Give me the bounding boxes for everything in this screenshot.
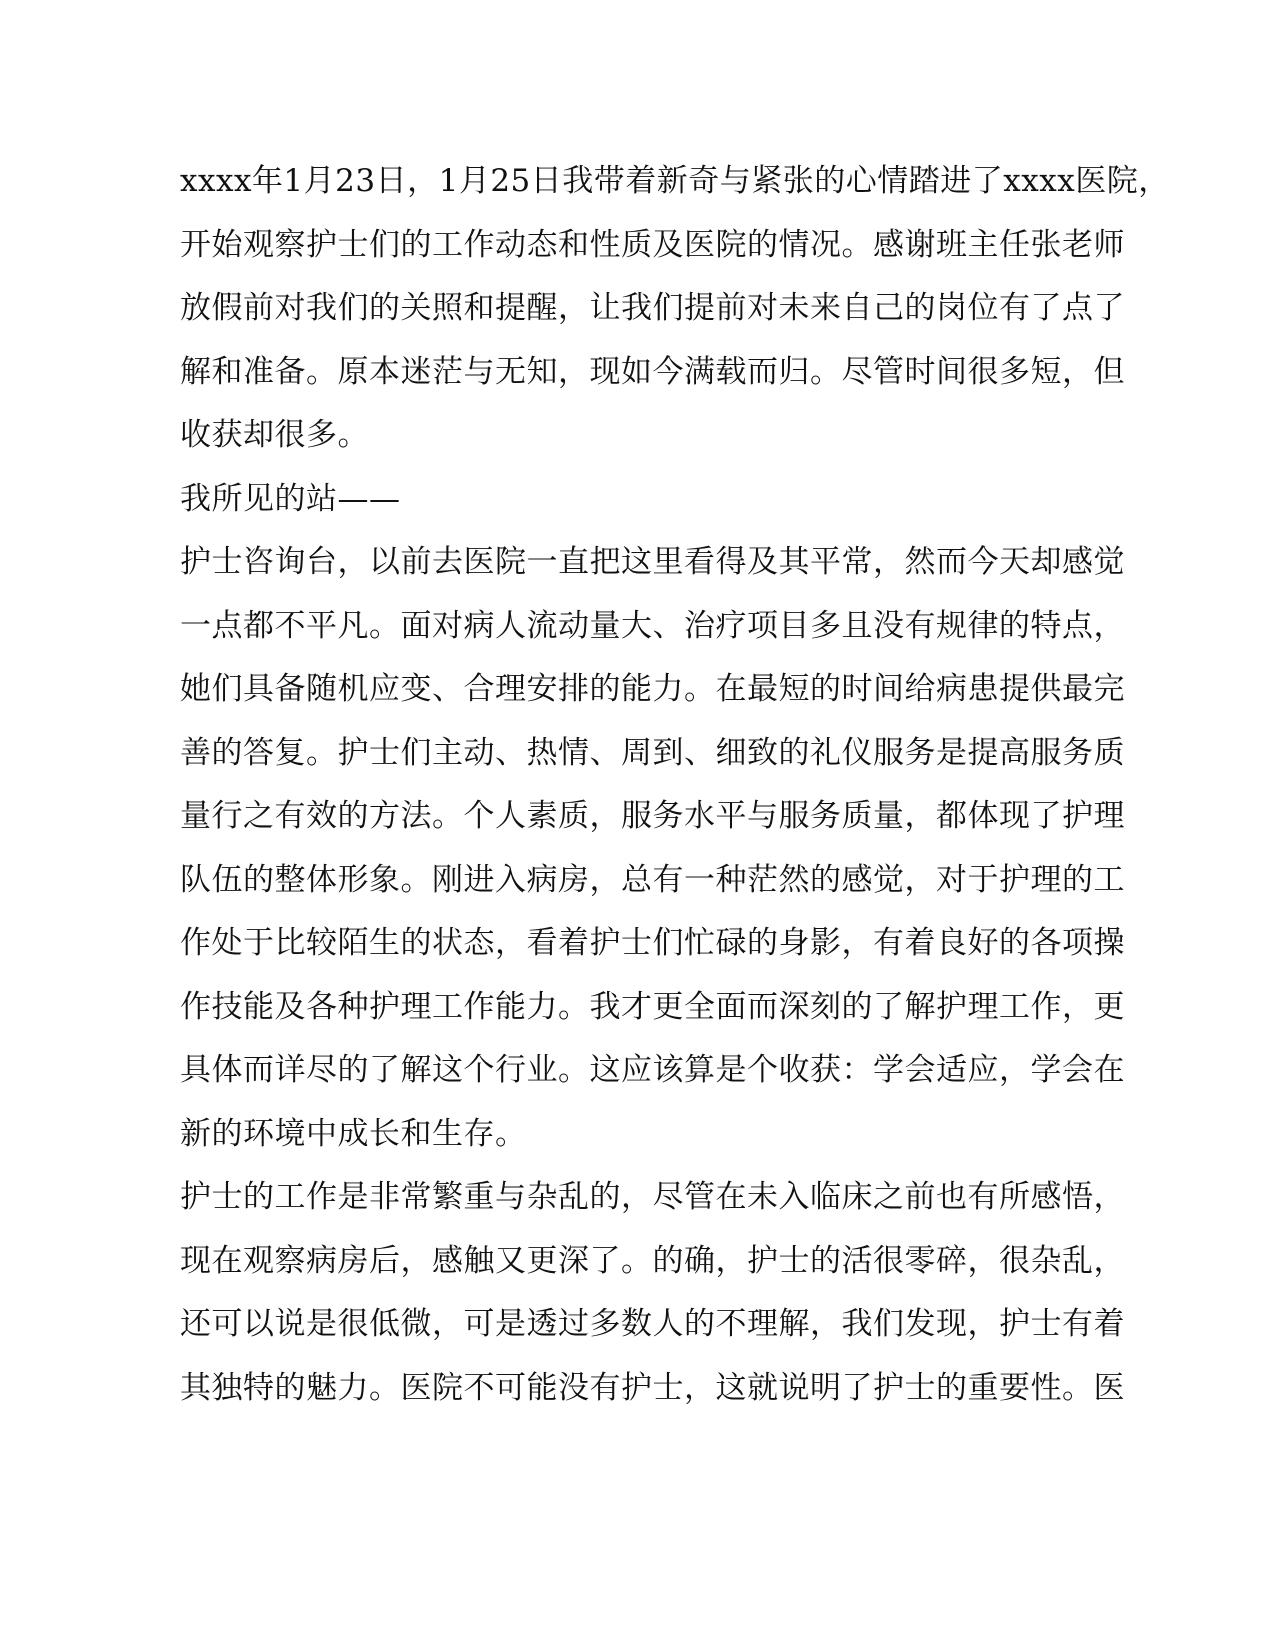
text-line: 新的环境中成长和生存。	[180, 1115, 527, 1152]
text-line: 她们具备随机应变、合理安排的能力。在最短的时间给病患提供最完	[180, 671, 1125, 707]
text-line: 护士咨询台，以前去医院一直把这里看得及其平常，然而今天却感觉	[180, 544, 1125, 580]
text-line: 作技能及各种护理工作能力。我才更全面而深刻的了解护理工作，更	[180, 988, 1125, 1025]
text-line: 一点都不平凡。面对病人流动量大、治疗项目多且没有规律的特点，	[180, 607, 1125, 644]
text-line: xxxx年1月23日，1月25日我带着新奇与紧张的心情踏进了xxxx医院，	[180, 163, 1170, 199]
text-line: 队伍的整体形象。刚进入病房，总有一种茫然的感觉，对于护理的工	[180, 861, 1125, 898]
text-line: 放假前对我们的关照和提醒，让我们提前对未来自己的岗位有了点了	[180, 290, 1125, 326]
text-line: 量行之有效的方法。个人素质，服务水平与服务质量，都体现了护理	[180, 798, 1125, 834]
text-line: 善的答复。护士们主动、热情、周到、细致的礼仪服务是提高服务质	[180, 734, 1125, 771]
text-line: 收获却很多。	[180, 417, 369, 453]
section-heading: 我所见的站——	[180, 480, 401, 517]
text-line: 解和准备。原本迷茫与无知，现如今满载而归。尽管时间很多短，但	[180, 353, 1125, 390]
text-line: 还可以说是很低微，可是透过多数人的不理解，我们发现，护士有着	[180, 1306, 1125, 1342]
text-line: 护士的工作是非常繁重与杂乱的，尽管在未入临床之前也有所感悟，	[180, 1179, 1125, 1215]
text-line: 其独特的魅力。医院不可能没有护士，这就说明了护士的重要性。医	[180, 1369, 1125, 1406]
text-line: 作处于比较陌生的状态，看着护士们忙碌的身影，有着良好的各项操	[180, 925, 1125, 961]
text-line: 现在观察病房后，感触又更深了。的确，护士的活很零碎，很杂乱，	[180, 1242, 1125, 1279]
text-line: 具体而详尽的了解这个行业。这应该算是个收获：学会适应，学会在	[180, 1052, 1125, 1088]
body-text	[180, 150, 1170, 1420]
text-line: 开始观察护士们的工作动态和性质及医院的情况。感谢班主任张老师	[180, 226, 1125, 263]
